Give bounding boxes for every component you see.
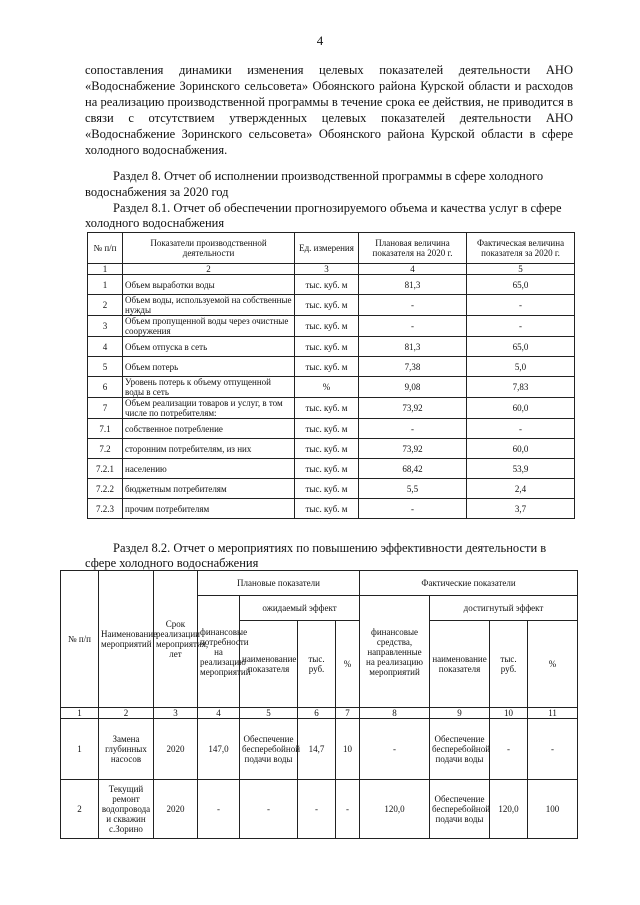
table2-col-number: 7 xyxy=(336,708,360,719)
table2-header-plan: Плановые показатели xyxy=(198,571,360,596)
table2-cell: - xyxy=(490,719,528,780)
table2-header-eff-pct: % xyxy=(336,621,360,708)
table2-col-number: 10 xyxy=(490,708,528,719)
planned-value: - xyxy=(359,295,467,316)
table2-cell: 120,0 xyxy=(360,780,430,839)
unit: тыс. куб. м xyxy=(295,337,359,357)
unit: тыс. куб. м xyxy=(295,499,359,519)
row-number: 5 xyxy=(88,357,123,377)
table2-col-number: 9 xyxy=(430,708,490,719)
intro-paragraph: сопоставления динамики изменения целевых показателей деятельности АНО «Водоснабжение Зоринского сельсовета» Обоянского района Курской области и расходов на реализацию производственной программы в течение срока ее действия, не приводится в связи с отсутствием утвержденных целевых показателей деятельности АНО «Водоснабжение Зоринского сельсовета» Обоянского района Курской области в сфере холодного водоснабжения. xyxy=(85,63,573,157)
row-number: 7.2.2 xyxy=(88,479,123,499)
planned-value: - xyxy=(359,316,467,337)
row-number: 7.2 xyxy=(88,439,123,459)
indicator-name: собственное потребление xyxy=(123,419,295,439)
planned-value: 68,42 xyxy=(359,459,467,479)
planned-value: 5,5 xyxy=(359,479,467,499)
unit: % xyxy=(295,377,359,398)
table1-col-number: 5 xyxy=(467,264,575,275)
actual-value: 3,7 xyxy=(467,499,575,519)
table2-col-number: 1 xyxy=(61,708,99,719)
indicator-name: Объем выработки воды xyxy=(123,275,295,295)
table-row xyxy=(88,295,575,316)
indicator-name: Объем пропущенной воды через очистные сооружения xyxy=(123,316,295,337)
table1-header: Фактическая величина показателя за 2020 г. xyxy=(467,233,575,264)
row-number: 2 xyxy=(88,295,123,316)
table2-cell: - xyxy=(240,780,298,839)
table-row xyxy=(88,419,575,439)
table2-header-eff-rub: тыс. руб. xyxy=(298,621,336,708)
table2-header-fin-plan: финансовые потребности на реализацию мероприятий xyxy=(198,596,240,708)
table-row xyxy=(88,479,575,499)
table-row xyxy=(88,316,575,337)
table-row xyxy=(88,459,575,479)
planned-value: 73,92 xyxy=(359,439,467,459)
planned-value: 9,08 xyxy=(359,377,467,398)
table2-cell: Текущий ремонт водопровода и скважин с.Зорино xyxy=(99,780,154,839)
actual-value: 60,0 xyxy=(467,398,575,419)
indicator-name: Уровень потерь к объему отпущенной воды в сеть xyxy=(123,377,295,398)
table2-cell: - xyxy=(336,780,360,839)
table2-cell: 120,0 xyxy=(490,780,528,839)
actual-value: - xyxy=(467,316,575,337)
table2-header-eff-name: наименование показателя xyxy=(430,621,490,708)
table2-cell: 2020 xyxy=(154,719,198,780)
table2-cell: - xyxy=(298,780,336,839)
section-8-title: Раздел 8. Отчет об исполнении производственной программы в сфере холодного водоснабжения за 2020 год xyxy=(85,169,544,199)
table2-cell: Замена глубинных насосов xyxy=(99,719,154,780)
table2-cell: 100 xyxy=(528,780,578,839)
row-number: 1 xyxy=(88,275,123,295)
indicator-name: населению xyxy=(123,459,295,479)
table2-cell: 2 xyxy=(61,780,99,839)
planned-value: - xyxy=(359,419,467,439)
table2-cell: Обеспечение бесперебойной подачи воды xyxy=(240,719,298,780)
table1-header: Показатели производственной деятельности xyxy=(123,233,295,264)
table-row xyxy=(88,275,575,295)
row-number: 7.2.1 xyxy=(88,459,123,479)
row-number: 7.1 xyxy=(88,419,123,439)
indicator-name: Объем воды, используемой на собственные нужды xyxy=(123,295,295,316)
table-row xyxy=(61,780,578,839)
table2-header-eff-name: наименование показателя xyxy=(240,621,298,708)
unit: тыс. куб. м xyxy=(295,357,359,377)
table2-header-name: Наименование мероприятий xyxy=(99,571,154,708)
table2-cell: 1 xyxy=(61,719,99,780)
unit: тыс. куб. м xyxy=(295,419,359,439)
table2-cell: Обеспечение бесперебойной подачи воды xyxy=(430,719,490,780)
planned-value: 81,3 xyxy=(359,337,467,357)
table2-header-achieved: достигнутый эффект xyxy=(430,596,578,621)
table1-col-number: 3 xyxy=(295,264,359,275)
table2-col-number: 8 xyxy=(360,708,430,719)
actual-value: - xyxy=(467,419,575,439)
table-row xyxy=(88,398,575,419)
table2-col-number: 2 xyxy=(99,708,154,719)
indicator-name: Объем реализации товаров и услуг, в том числе по потребителям: xyxy=(123,398,295,419)
table2-cell: Обеспечение бесперебойной подачи воды xyxy=(430,780,490,839)
table2-col-number: 5 xyxy=(240,708,298,719)
actual-value: 5,0 xyxy=(467,357,575,377)
section-8-2-title: Раздел 8.2. Отчет о мероприятиях по повышению эффективности деятельности в сфере холодного водоснабжения xyxy=(85,541,547,570)
unit: тыс. куб. м xyxy=(295,439,359,459)
table-row xyxy=(88,499,575,519)
table2-col-number: 3 xyxy=(154,708,198,719)
table-row xyxy=(88,357,575,377)
table2-header-eff-rub: тыс. руб. xyxy=(490,621,528,708)
table-row xyxy=(88,337,575,357)
production-indicators-table xyxy=(87,232,575,519)
table2-cell: 14,7 xyxy=(298,719,336,780)
row-number: 6 xyxy=(88,377,123,398)
section-8-1-title: Раздел 8.1. Отчет об обеспечении прогнозируемого объема и качества услуг в сфере холодного водоснабжения xyxy=(85,201,562,230)
row-number: 7.2.3 xyxy=(88,499,123,519)
table1-col-number: 4 xyxy=(359,264,467,275)
unit: тыс. куб. м xyxy=(295,295,359,316)
page-number: 4 xyxy=(316,33,324,48)
row-number: 3 xyxy=(88,316,123,337)
table-row xyxy=(88,377,575,398)
table1-header: Плановая величина показателя на 2020 г. xyxy=(359,233,467,264)
table2-header-term: Срок реализации мероприятия, лет xyxy=(154,571,198,708)
table2-header-fin-fact: финансовые средства, направленные на реализацию мероприятий xyxy=(360,596,430,708)
unit: тыс. куб. м xyxy=(295,275,359,295)
table1-header: Ед. измерения xyxy=(295,233,359,264)
actual-value: 7,83 xyxy=(467,377,575,398)
actual-value: 65,0 xyxy=(467,275,575,295)
row-number: 4 xyxy=(88,337,123,357)
table2-header-eff-pct: % xyxy=(528,621,578,708)
planned-value: 7,38 xyxy=(359,357,467,377)
planned-value: 73,92 xyxy=(359,398,467,419)
table2-header-num: № п/п xyxy=(61,571,99,708)
indicator-name: Объем отпуска в сеть xyxy=(123,337,295,357)
table1-header: № п/п xyxy=(88,233,123,264)
table2-cell: 10 xyxy=(336,719,360,780)
table1-col-number: 1 xyxy=(88,264,123,275)
actual-value: - xyxy=(467,295,575,316)
table2-header-fact: Фактические показатели xyxy=(360,571,578,596)
planned-value: 81,3 xyxy=(359,275,467,295)
planned-value: - xyxy=(359,499,467,519)
table2-col-number: 4 xyxy=(198,708,240,719)
unit: тыс. куб. м xyxy=(295,459,359,479)
row-number: 7 xyxy=(88,398,123,419)
table2-cell: 2020 xyxy=(154,780,198,839)
table-row xyxy=(88,439,575,459)
actual-value: 65,0 xyxy=(467,337,575,357)
table2-cell: 147,0 xyxy=(198,719,240,780)
unit: тыс. куб. м xyxy=(295,398,359,419)
efficiency-measures-table xyxy=(60,570,578,839)
table-row xyxy=(61,719,578,780)
table2-cell: - xyxy=(360,719,430,780)
actual-value: 2,4 xyxy=(467,479,575,499)
actual-value: 53,9 xyxy=(467,459,575,479)
indicator-name: Объем потерь xyxy=(123,357,295,377)
indicator-name: прочим потребителям xyxy=(123,499,295,519)
indicator-name: бюджетным потребителям xyxy=(123,479,295,499)
indicator-name: сторонним потребителям, из них xyxy=(123,439,295,459)
table2-header-expected: ожидаемый эффект xyxy=(240,596,360,621)
table1-col-number: 2 xyxy=(123,264,295,275)
table2-col-number: 11 xyxy=(528,708,578,719)
actual-value: 60,0 xyxy=(467,439,575,459)
table2-cell: - xyxy=(528,719,578,780)
unit: тыс. куб. м xyxy=(295,479,359,499)
table2-col-number: 6 xyxy=(298,708,336,719)
unit: тыс. куб. м xyxy=(295,316,359,337)
table2-cell: - xyxy=(198,780,240,839)
